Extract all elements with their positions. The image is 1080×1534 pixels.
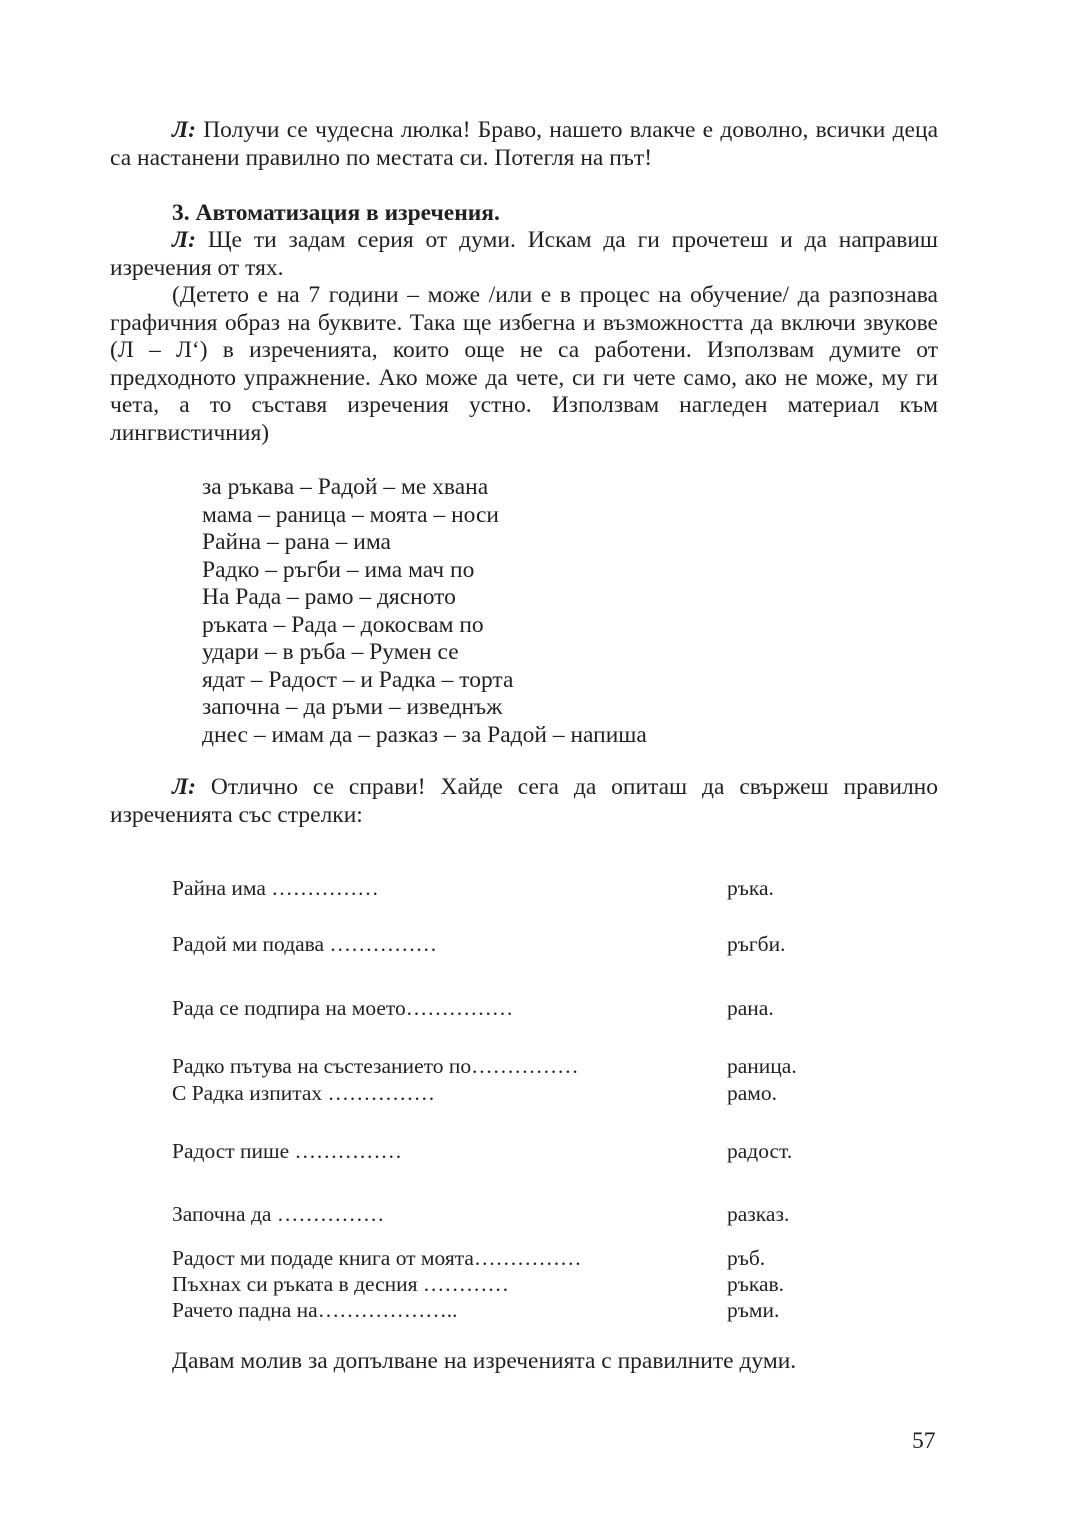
list-item: ядат – Радост – и Радка – торта (202, 666, 514, 693)
list-item: за ръкава – Радой – ме хвана (202, 474, 489, 500)
closing-paragraph: Давам молив за допълване на изреченията с правилните думи. (172, 1348, 797, 1374)
speaker-label: Л: (172, 117, 196, 143)
sentence-blank: Пъхнах си ръката в десния ………… (172, 1272, 509, 1296)
sentence-blank: Радко пътува на състезанието по…………… (172, 1054, 579, 1078)
answer-word: ръкав. (727, 1272, 785, 1296)
page-number: 57 (912, 1428, 936, 1454)
sentence-blank: Райна има …………… (172, 876, 379, 900)
answer-word: ръми. (727, 1298, 780, 1322)
sentence-blank: Рада се подпира на моето…………… (172, 996, 514, 1020)
sentence-blank: Рачето падна на……………….. (172, 1298, 458, 1322)
answer-word: разказ. (727, 1202, 790, 1226)
sentence-blank: Радой ми подава …………… (172, 932, 437, 956)
list-item: започна – да ръми – изведнъж (202, 694, 503, 720)
instruction-text: Ще ти задам серия от думи. Искам да ги прочетеш и да направиш изречения от тях. (110, 227, 938, 281)
answer-word: ръб. (727, 1246, 766, 1270)
answer-word: радост. (727, 1139, 793, 1163)
sentence-blank: Започна да …………… (172, 1202, 385, 1226)
answer-word: рана. (727, 996, 774, 1020)
intro-text: Получи се чудесна люлка! Браво, нашето влакче е доволно, всички деца са настанени правилно по местата си. Потегля на път! (110, 117, 938, 171)
instruction-paragraph (110, 227, 938, 282)
note-paragraph: (Детето е на 7 години – може /или е в процес на обучение/ да разпознава графичния образ на буквите. Така ще избегна и възможността да включи звукове (Л – Л‘) в изреченията, които още не са работени. Използвам думите от предходното упражнение. Ако може да чете, си ги чете само, ако не може, му ги чета, а то съставя изречения устно. Използвам нагледен материал към лингвистичния) (110, 282, 938, 446)
list-item: мама – раница – моята – носи (202, 501, 500, 528)
section-heading: 3. Автоматизация в изречения. (172, 200, 500, 226)
list-item: днес – имам да – разказ – за Радой – напиша (202, 721, 647, 748)
answer-word: раница. (727, 1054, 797, 1078)
answer-word: рамо. (727, 1081, 778, 1105)
sentence-blank: Радост пише …………… (172, 1139, 403, 1163)
speaker-label: Л: (172, 227, 196, 253)
sentence-blank: Радост ми подаде книга от моята…………… (172, 1246, 582, 1270)
speaker-label: Л: (172, 774, 196, 800)
list-item: удари – в ръба – Румен се (202, 639, 459, 665)
list-item: ръката – Рада – докосвам по (202, 611, 484, 638)
list-item: На Рада – рамо – дясното (202, 584, 456, 610)
intro-paragraph (110, 117, 938, 172)
word-set-list (202, 474, 647, 749)
answer-word: ръка. (727, 876, 774, 900)
sentence-blank: С Радка изпитах …………… (172, 1081, 436, 1105)
list-item: Райна – рана – има (202, 529, 391, 555)
matching-instruction-text: Отлично се справи! Хайде сега да опиташ да свържеш правилно изреченията със стрелки: (110, 774, 938, 828)
answer-word: ръгби. (727, 932, 786, 956)
list-item: Радко – ръгби – има мач по (202, 556, 475, 583)
matching-instruction-paragraph (110, 774, 938, 829)
